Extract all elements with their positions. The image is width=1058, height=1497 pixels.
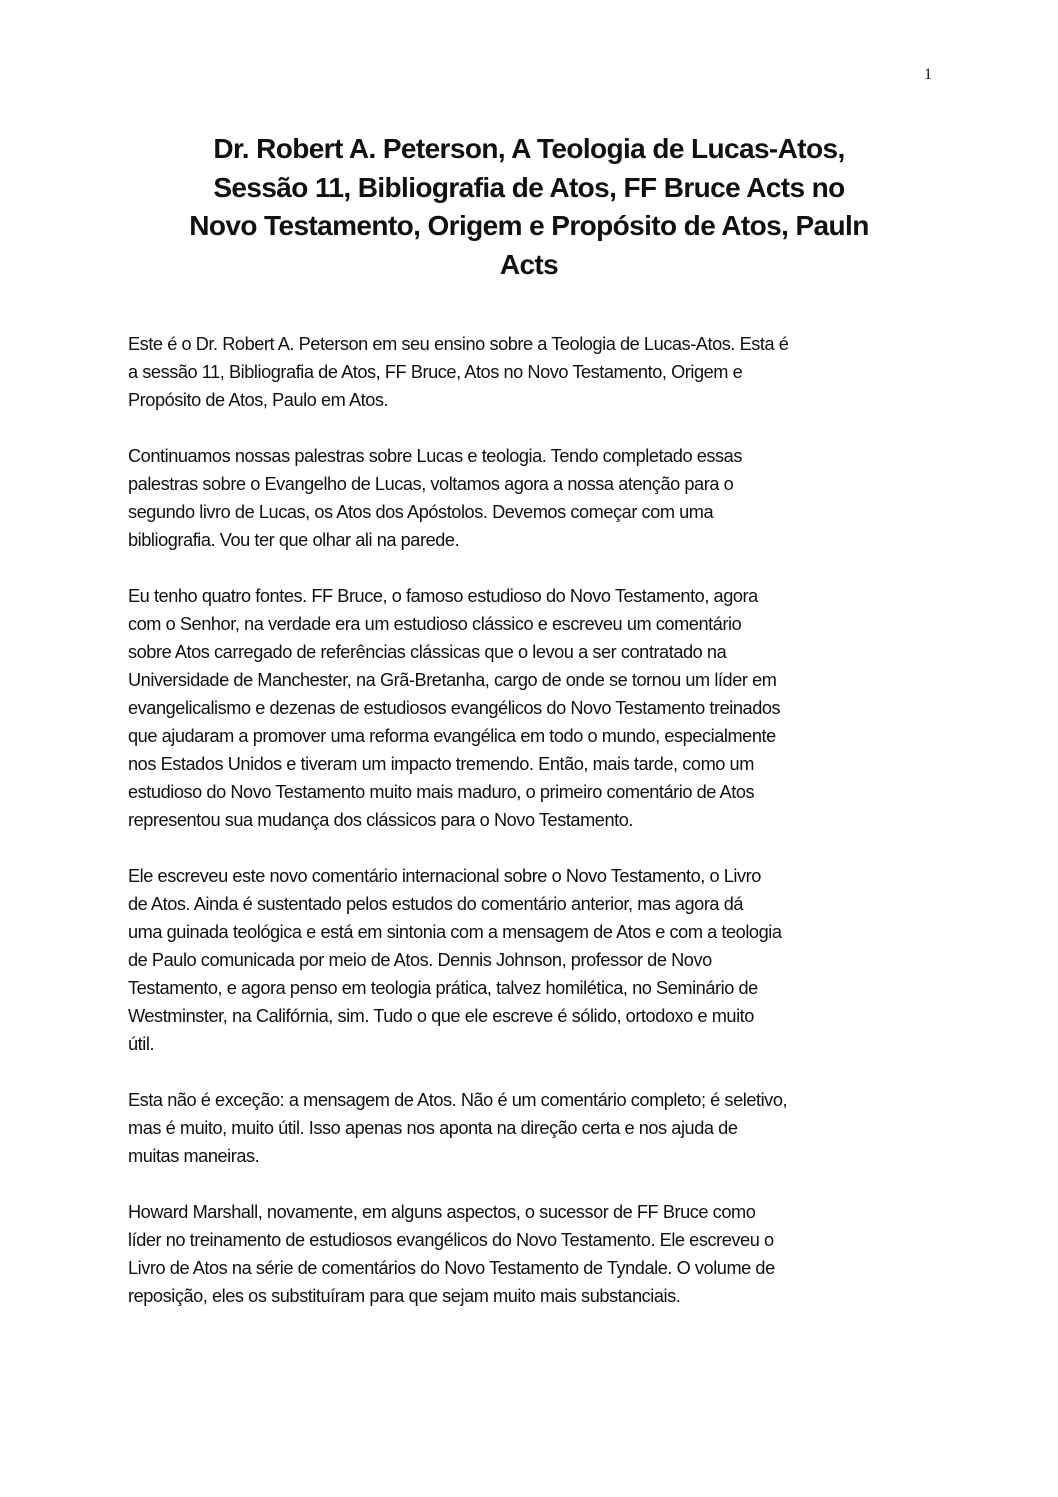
text-line: uma guinada teológica e está em sintonia com a mensagem de Atos e com a teologia [128, 922, 782, 942]
title-line: Sessão 11, Bibliografia de Atos, FF Bruce Acts no [213, 171, 845, 203]
text-line: estudioso do Novo Testamento muito mais maduro, o primeiro comentário de Atos [128, 782, 755, 802]
text-line: Eu tenho quatro fontes. FF Bruce, o famoso estudioso do Novo Testamento, agora [128, 586, 758, 606]
text-line: reposição, eles os substituíram para que sejam muito mais substanciais. [128, 1286, 681, 1306]
document-title [110, 130, 948, 284]
text-line: Esta não é exceção: a mensagem de Atos. Não é um comentário completo; é seletivo, [128, 1090, 788, 1110]
text-line: mas é muito, muito útil. Isso apenas nos aponta na direção certa e nos ajuda de [128, 1118, 738, 1138]
text-line: Westminster, na Califórnia, sim. Tudo o que ele escreve é sólido, ortodoxo e muito [128, 1006, 754, 1026]
page-number: 1 [924, 66, 932, 83]
text-line: Universidade de Manchester, na Grã-Bretanha, cargo de onde se tornou um líder em [128, 670, 777, 690]
text-line: nos Estados Unidos e tiveram um impacto tremendo. Então, mais tarde, como um [128, 754, 754, 774]
paragraph-continuation [128, 442, 938, 554]
title-line: Dr. Robert A. Peterson, A Teologia de Lucas-Atos, [213, 133, 845, 164]
text-line: de Paulo comunicada por meio de Atos. Dennis Johnson, professor de Novo [128, 950, 712, 970]
text-line: bibliografia. Vou ter que olhar ali na parede. [128, 530, 460, 550]
text-line: sobre Atos carregado de referências clássicas que o levou a ser contratado na [128, 642, 727, 662]
text-line: com o Senhor, na verdade era um estudioso clássico e escreveu um comentário [128, 614, 742, 634]
text-line: Livro de Atos na série de comentários do Novo Testamento de Tyndale. O volume de [128, 1258, 775, 1278]
text-line: líder no treinamento de estudiosos evangélicos do Novo Testamento. Ele escreveu o [128, 1230, 774, 1250]
text-line: que ajudaram a promover uma reforma evangélica em todo o mundo, especialmente [128, 726, 776, 746]
text-line: Propósito de Atos, Paulo em Atos. [128, 390, 389, 410]
paragraph-intro [128, 330, 938, 414]
text-line: muitas maneiras. [128, 1146, 260, 1166]
title-line: Acts [499, 248, 559, 280]
text-line: Continuamos nossas palestras sobre Lucas e teologia. Tendo completado essas [128, 446, 742, 466]
text-line: Este é o Dr. Robert A. Peterson em seu ensino sobre a Teologia de Lucas-Atos. Esta é [128, 334, 789, 354]
text-line: representou sua mudança dos clássicos para o Novo Testamento. [128, 810, 634, 830]
title-line: Novo Testamento, Origem e Propósito de Atos, Pauln [189, 210, 869, 241]
text-line: Ele escreveu este novo comentário internacional sobre o Novo Testamento, o Livro [128, 866, 761, 886]
text-line: segundo livro de Lucas, os Atos dos Apóstolos. Devemos começar com uma [128, 502, 714, 522]
paragraph-exception [128, 1086, 938, 1170]
text-line: evangelicalismo e dezenas de estudiosos evangélicos do Novo Testamento treinados [128, 698, 781, 718]
text-line: de Atos. Ainda é sustentado pelos estudos do comentário anterior, mas agora dá [128, 894, 744, 914]
paragraph-new-commentary [128, 862, 938, 1058]
text-line: a sessão 11, Bibliografia de Atos, FF Bruce, Atos no Novo Testamento, Origem e [128, 362, 743, 382]
paragraph-ff-bruce [128, 582, 938, 834]
text-line: Testamento, e agora penso em teologia prática, talvez homilética, no Seminário de [128, 978, 758, 998]
text-line: útil. [128, 1034, 155, 1054]
document-body [128, 330, 938, 1338]
text-line: Howard Marshall, novamente, em alguns aspectos, o sucessor de FF Bruce como [128, 1202, 756, 1222]
text-line: palestras sobre o Evangelho de Lucas, voltamos agora a nossa atenção para o [128, 474, 734, 494]
paragraph-howard-marshall [128, 1198, 938, 1310]
